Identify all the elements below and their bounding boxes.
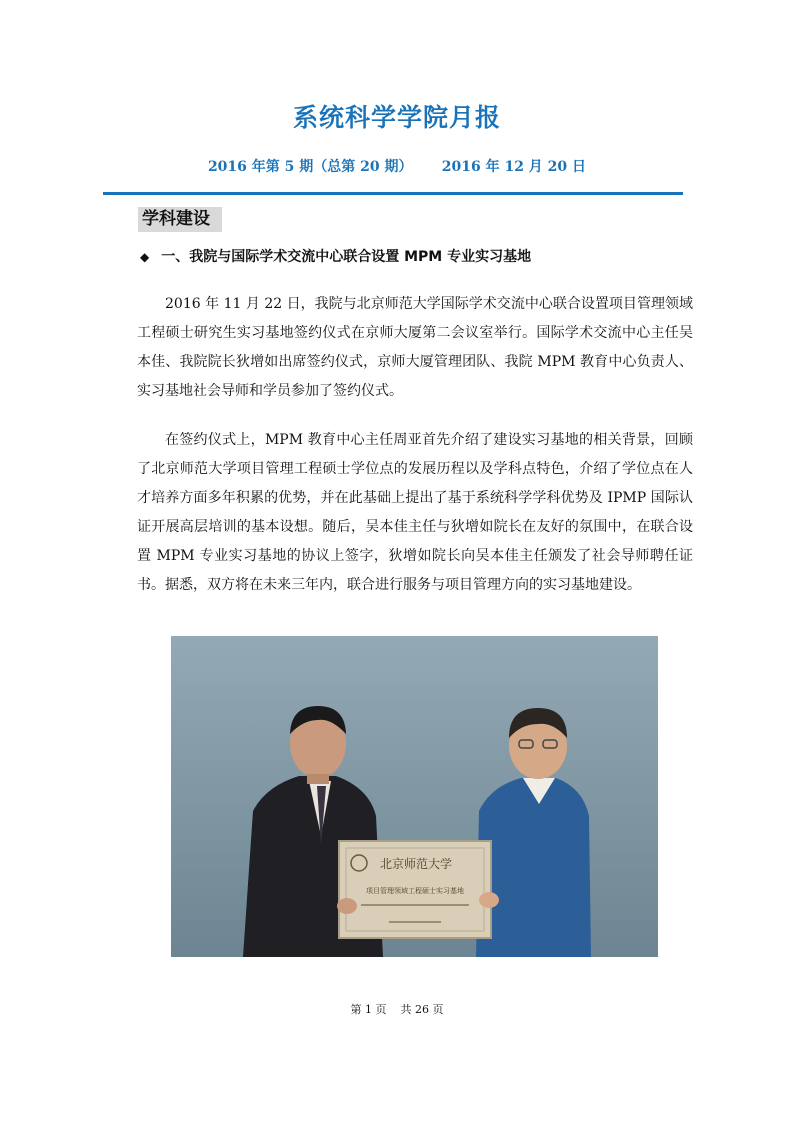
issue-info: 2016 年第 5 期（总第 20 期） 2016 年 12 月 20 日 [207, 159, 587, 175]
article-heading-text: 一、我院与国际学术交流中心联合设置 MPM 专业实习基地 [161, 249, 532, 265]
header-divider [103, 192, 683, 195]
plaque-title: 北京师范大学 [379, 857, 453, 871]
ceremony-photo [171, 636, 658, 957]
section-label: 学科建设 [138, 207, 222, 232]
page-title: 系统科学学院月报 [292, 103, 501, 132]
diamond-bullet-icon: ◆ [140, 250, 150, 264]
page-footer: 第 1 页 共 26 页 [350, 1003, 444, 1016]
plaque [339, 841, 491, 938]
plaque-line: 项目管理领域工程硕士实习基地 [366, 887, 464, 895]
paragraph-2: 在签约仪式上，MPM 教育中心主任周亚首先介绍了建设实习基地的相关背景，回顾了北京师范大学项目管理工程硕士学位点的发展历程以及学科点特色，介绍了学位点在人才培养方面多年积累的优势，并在此基础上提出了基于系统科学学科优势及 IPMP 国际认证开展高层培训的基本设想。随后，吴本佳主任与狄增如院长在友好的氛围中，在联合设置 MPM 专业实习基地的协议上签字，狄增如院长向吴本佳主任颁发了社会导师聘任证书。据悉，双方将在未来三年内，联合进行服务与项目管理方向的实习基地建设。 [137, 432, 693, 593]
article-heading [140, 246, 531, 266]
paragraph-1: 2016 年 11 月 22 日，我院与北京师范大学国际学术交流中心联合设置项目管理领域工程硕士研究生实习基地签约仪式在京师大厦第二会议室举行。国际学术交流中心主任吴本佳、我院院长狄增如出席签约仪式，京师大厦管理团队、我院 MPM 教育中心负责人、实习基地社会导师和学员参加了签约仪式。 [137, 296, 693, 399]
